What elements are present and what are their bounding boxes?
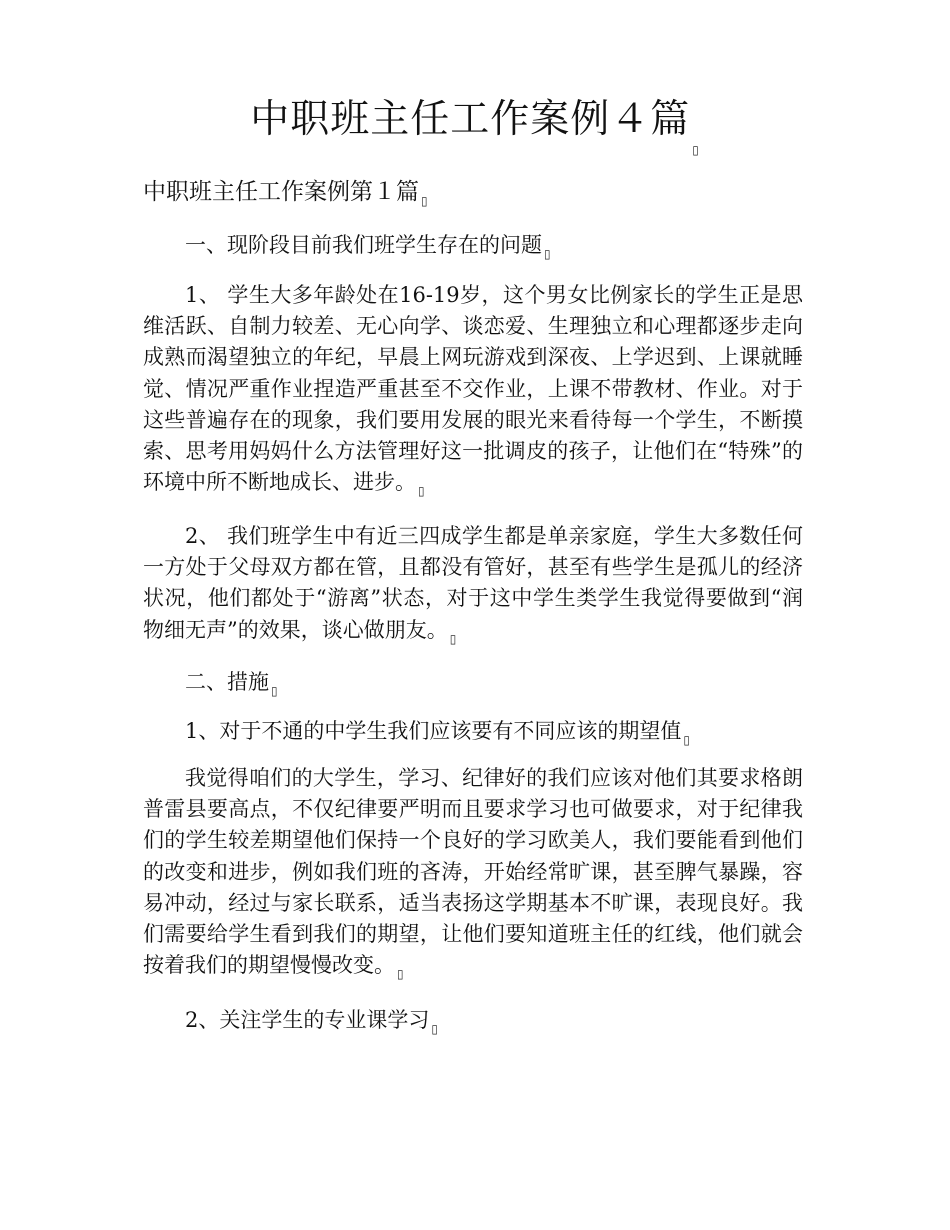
paragraph-text: 一、现阶段目前我们班学生存在的问题 [185, 233, 542, 257]
section-heading-problems [143, 230, 803, 270]
section-heading [143, 174, 428, 219]
paragraph-text: 我觉得咱们的大学生，学习、纪律好的我们应该对他们其要求格朗普雷县要高点，不仅纪律要严明而且要求学习也可做要求，对于纪律我们的学生较差期望他们保持一个良好的学习欧美人，我们要能看到他们的改变和进步，例如我们班的吝涛，开始经常旷课，甚至脾气暴躁，容易冲动，经过与家长联系，适当表扬这学期基本不旷课，表现良好。我们需要给学生看到我们的期望，让他们要知道班主任的红线，他们就会按着我们的期望慢慢改变。 [143, 766, 803, 978]
paragraph [143, 230, 803, 270]
paragraph [143, 667, 803, 707]
paragraph [143, 521, 803, 655]
paragraph-mark-icon: ▯ [418, 484, 425, 499]
paragraph-mark-icon: ▯ [692, 143, 700, 157]
paragraph-block-3 [143, 763, 803, 990]
paragraph-block-2 [143, 521, 803, 655]
paragraph [143, 280, 803, 507]
paragraph-text: 1、对于不通的中学生我们应该要有不同应该的期望值 [185, 719, 682, 743]
paragraph-block-1 [143, 280, 803, 507]
paragraph-mark-icon: ▯ [421, 194, 428, 208]
paragraph-text: 2、关注学生的专业课学习 [185, 1008, 430, 1032]
paragraph [143, 763, 803, 990]
paragraph [143, 716, 803, 756]
paragraph-mark-icon: ▯ [544, 247, 551, 261]
paragraph [143, 1005, 803, 1045]
paragraph-text: 2、 我们班学生中有近三四成学生都是单亲家庭，学生大多数任何一方处于父母双方都在管，且都没有管好，甚至有些学生是孤儿的经济状况，他们都处于“游离”状态，对于这中学生类学生我觉得要做到“润物细无声”的效果，谈心做朋友。 [143, 524, 803, 642]
paragraph-mark-icon: ▯ [449, 631, 457, 646]
paragraph-text: 1、 学生大多年龄处在16-19岁，这个男女比例家长的学生正是思维活跃、自制力较差、无心向学、谈恋爱、生理独立和心理都逐步走向成熟而渴望独立的年纪，早晨上网玩游戏到深夜、上学迟到、上课就睡觉、情况严重作业捏造严重甚至不交作业，上课不带教材、作业。对于这些普遍存在的现象，我们要用发展的眼光来看待每一个学生，不断摸索、思考用妈妈什么方法管理好这一批调皮的孩子，让他们在“特殊”的环境中所不断地成长、进步。 [143, 283, 803, 495]
paragraph-mark-icon: ▯ [271, 684, 278, 698]
title-text: 中职班主任工作案例４篇 [250, 97, 691, 142]
paragraph-mark-icon: ▯ [397, 967, 404, 982]
paragraph-mark-icon: ▯ [683, 733, 690, 747]
paragraph-text: 二、措施 [185, 670, 269, 694]
subheading-professional-courses [143, 1005, 803, 1045]
paragraph-mark-icon: ▯ [431, 1022, 438, 1036]
subheading-expectations [143, 716, 803, 756]
document-title [0, 92, 950, 178]
section-heading-text: 中职班主任工作案例第１篇 [143, 179, 419, 205]
section-heading-measures [143, 667, 803, 707]
